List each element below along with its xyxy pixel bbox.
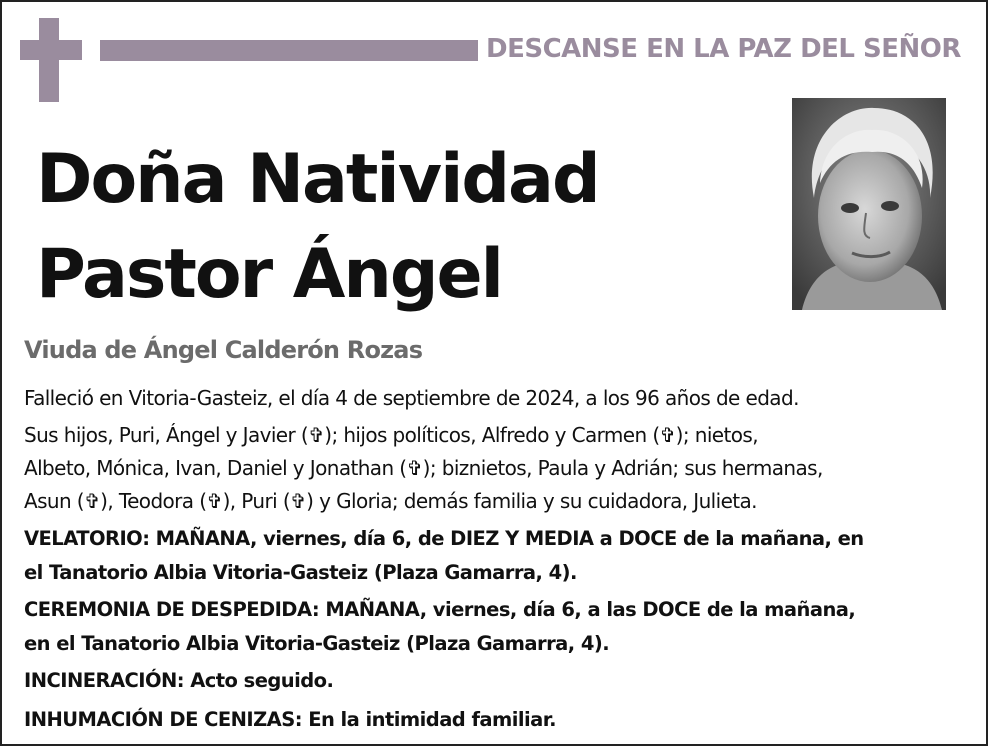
header-motto: DESCANSE EN LA PAZ DEL SEÑOR [486,34,961,64]
ceremony-notice [24,593,968,661]
wake-line-1: VELATORIO: MAÑANA, viernes, día 6, de DIEZ Y MEDIA a DOCE de la mañana, en [24,527,864,550]
wake-line-2: el Tanatorio Albia Vitoria-Gasteiz (Plaza Gamarra, 4). [24,561,577,584]
wake-notice [24,522,968,590]
deceased-name [36,132,599,322]
name-line-1: Doña Natividad [36,140,599,219]
deceased-photo [792,98,946,310]
death-notice: Falleció en Vitoria-Gasteiz, el día 4 de septiembre de 2024, a los 96 años de edad. [24,386,799,410]
name-line-2: Pastor Ángel [36,235,502,314]
widow-of: Viuda de Ángel Calderón Rozas [24,336,423,364]
family-line-2: Albeto, Mónica, Ivan, Daniel y Jonathan (✞); biznietos, Paula y Adrián; sus hermanas, [24,456,823,480]
family-line-3: Asun (✞), Teodora (✞), Puri (✞) y Gloria; demás familia y su cuidadora, Julieta. [24,489,757,513]
ashes-notice: INHUMACIÓN DE CENIZAS: En la intimidad familiar. [24,708,556,731]
family-line-1: Sus hijos, Puri, Ángel y Javier (✞); hijos políticos, Alfredo y Carmen (✞); nietos, [24,423,758,447]
cremation-notice: INCINERACIÓN: Acto seguido. [24,669,334,692]
ceremony-line-1: CEREMONIA DE DESPEDIDA: MAÑANA, viernes, día 6, a las DOCE de la mañana, [24,598,856,621]
ceremony-line-2: en el Tanatorio Albia Vitoria-Gasteiz (Plaza Gamarra, 4). [24,632,610,655]
family-list [24,419,968,518]
header-band [100,40,478,61]
obituary-body [24,382,968,742]
